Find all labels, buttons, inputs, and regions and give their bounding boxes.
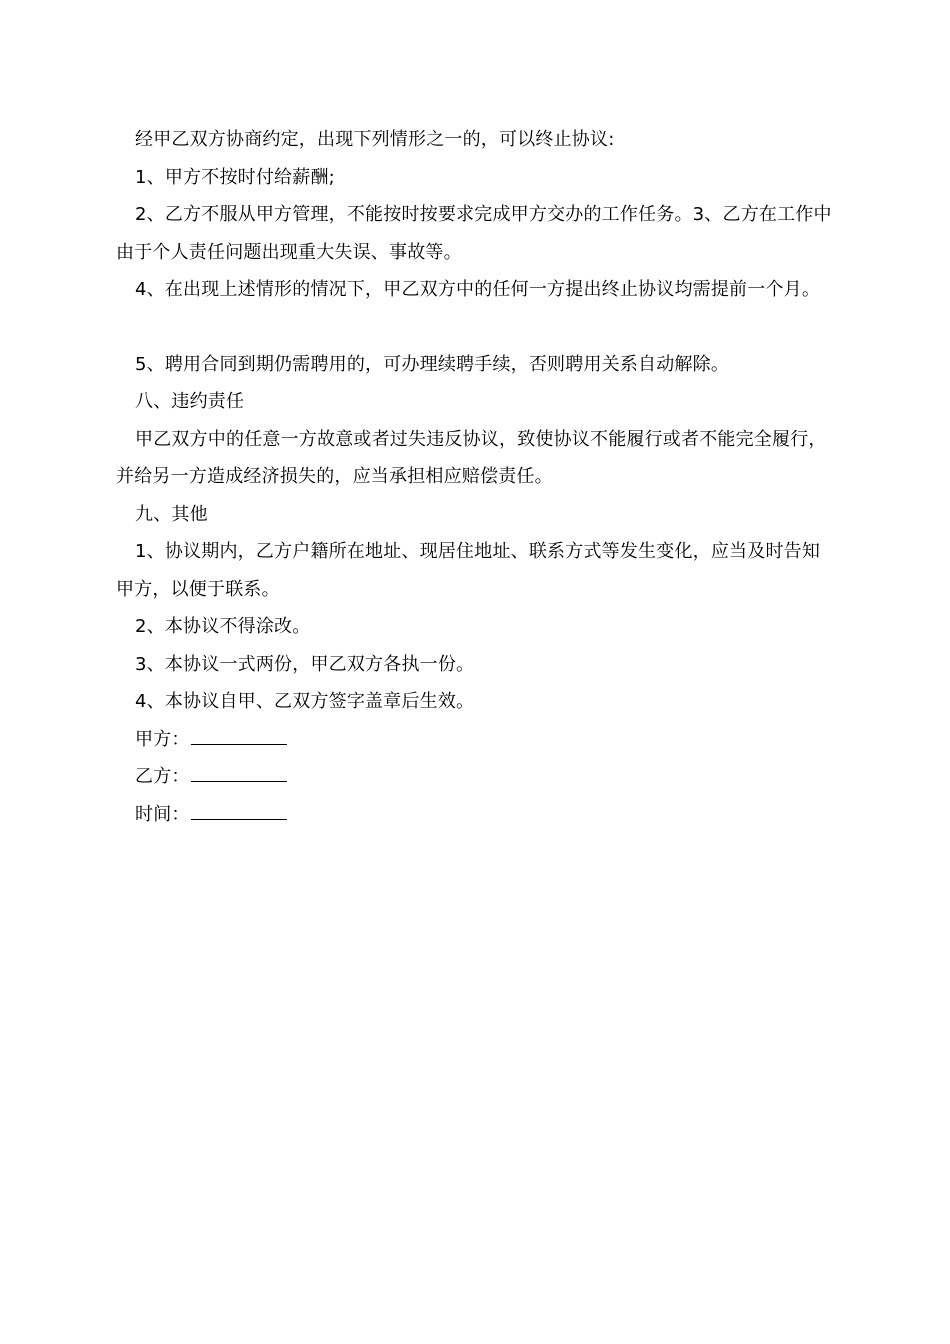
signature-party-b-label: 乙方： [135,766,190,787]
termination-item-1: 1、甲方不按时付给薪酬; [135,166,335,188]
termination-item-2-3: 2、乙方不服从甲方管理，不能按时按要求完成甲方交办的工作任务。3、乙方在工作中由于个人责任问题出现重大失误、事故等。 [116,204,832,263]
signature-date-label: 时间： [135,803,190,825]
signature-date-blank [191,797,287,820]
section-heading-other: 九、其他 [135,503,208,525]
other-item-4: 4、本协议自甲、乙双方签字盖章后生效。 [135,691,475,712]
renewal-clause: 5、聘用合同到期仍需聘用的，可办理续聘手续，否则聘用关系自动解除。 [135,353,730,375]
signature-party-a [116,721,836,759]
other-item-3: 3、本协议一式两份，甲乙双方各执一份。 [135,653,475,675]
signature-party-a-label: 甲方： [135,728,190,750]
paragraph-gap [116,309,836,346]
termination-item-4: 4、在出现上述情形的情况下，甲乙双方中的任何一方提出终止协议均需提前一个月。 [135,279,821,300]
termination-intro: 经甲乙双方协商约定，出现下列情形之一的，可以终止协议: [135,129,615,150]
signature-date [116,796,836,834]
signature-party-b-blank [191,759,287,782]
breach-clause: 甲乙双方中的任意一方故意或者过失违反协议，致使协议不能履行或者不能完全履行，并给另一方造成经济损失的，应当承担相应赔偿责任。 [116,428,827,487]
signature-party-a-blank [191,722,287,745]
signature-party-b [116,758,836,796]
section-heading-breach: 八、违约责任 [135,391,245,412]
agreement-text [116,121,836,833]
other-item-1: 1、协议期内，乙方户籍所在地址、现居住地址、联系方式等发生变化，应当及时告知甲方，以便于联系。 [116,541,821,600]
other-item-2: 2、本协议不得涂改。 [135,616,311,637]
